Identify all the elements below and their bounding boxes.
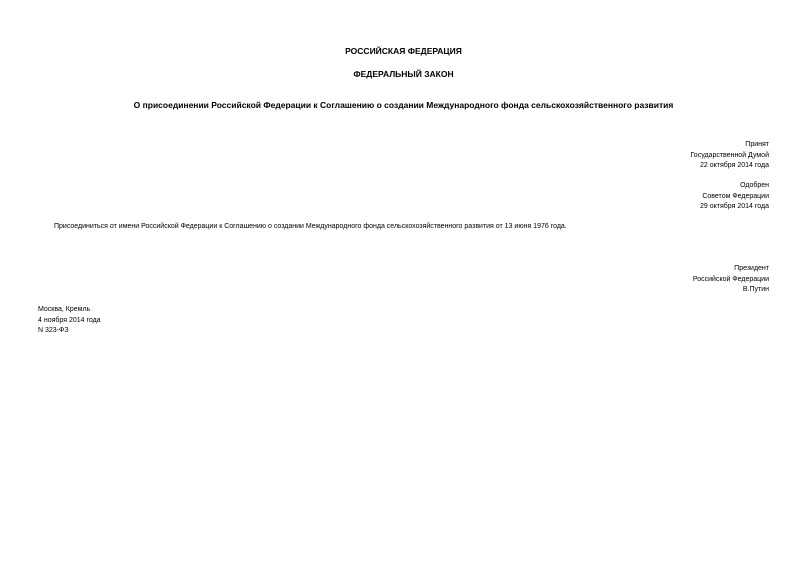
approved-body: Советом Федерации [702, 192, 769, 200]
adopted-body: Государственной Думой [690, 151, 769, 159]
approved-date: 29 октября 2014 года [700, 203, 769, 210]
law-body-text: Присоединиться от имени Российской Федерации к Соглашению о создании Международного фонда сельскохозяйственного развития от 13 июня 1976 года. [54, 223, 567, 230]
signature-title: Президент [734, 265, 769, 272]
law-title: О присоединении Российской Федерации к Соглашению о создании Международного фонда сельскохозяйственного развития [133, 100, 674, 110]
doc-type-heading: ФЕДЕРАЛЬНЫЙ ЗАКОН [353, 69, 454, 79]
adopted-date: 22 октября 2014 года [700, 162, 769, 169]
signature-name: В.Путин [742, 286, 769, 293]
place-date-block [38, 305, 101, 337]
law-number: N 323-ФЗ [38, 327, 69, 334]
adopted-block [690, 140, 769, 172]
approved-label: Одобрен [740, 182, 769, 189]
signing-place: Москва, Кремль [38, 306, 91, 313]
country-heading: РОССИЙСКАЯ ФЕДЕРАЦИЯ [345, 46, 462, 56]
approved-block [700, 181, 769, 213]
signing-date: 4 ноября 2014 года [38, 316, 101, 324]
adopted-label: Принят [745, 141, 769, 148]
signature-country: Российской Федерации [692, 275, 769, 283]
signature-block [693, 264, 769, 296]
